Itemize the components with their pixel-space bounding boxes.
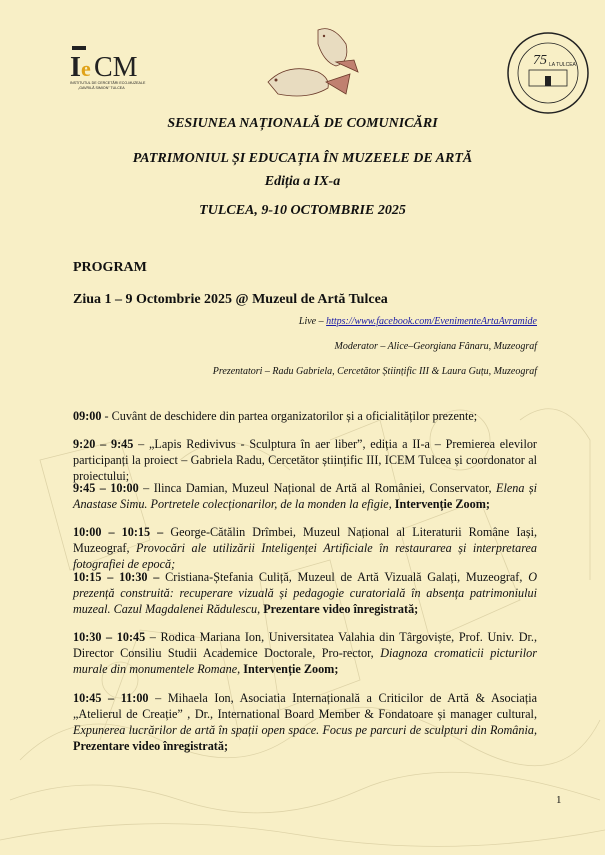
svg-text:75: 75	[533, 53, 547, 68]
presentation-format: Intervenție Zoom;	[394, 497, 490, 511]
icem-logo	[68, 42, 158, 92]
svg-text:I: I	[70, 52, 81, 83]
schedule-item: 10:15 – 10:30 – Cristiana-Ștefania Culiță, Muzeul de Artă Vizuală Galați, Muzeograf, O prezență construită: recuperare vizuală și pedagogie curatorială în absența patrimoniului muzeal. Cazul Magdalenei Rădulescu, Prezentare video înregistrată;	[73, 570, 538, 616]
presentation-format: Intervenție Zoom;	[243, 662, 339, 676]
schedule-item	[73, 690, 537, 754]
schedule-text: Rodica Mariana Ion, Universitatea Valahia din Târgoviște, Prof. Univ. Dr., Director Consiliu Studii Academice Doctorale, Pro-rector,	[73, 630, 537, 660]
schedule-text: Cuvânt de deschidere din partea organizatorilor și a oficialităților prezente;	[111, 409, 478, 423]
svg-text:CM: CM	[94, 52, 138, 83]
schedule-time: 10:15 – 10:30 –	[73, 570, 160, 584]
presentation-title: Expunerea lucrărilor de artă în spații open space. Focus pe parcuri de sculpturi din România,	[73, 723, 537, 737]
schedule-text: Cristiana-Ștefania Culiță, Muzeul de Artă Vizuală Galați, Muzeograf,	[165, 570, 529, 584]
schedule-time: 09:00	[73, 409, 102, 423]
presentation-title: O prezență construită: recuperare vizuală și pedagogie curatorială în absența patrimoniului muzeal. Cazul Magdalenei Rădulescu	[73, 570, 538, 616]
separator: -	[101, 409, 112, 423]
schedule-text: Mihaela Ion, Asociatia Internațională a Criticilor de Artă & Asociația „Atelierul de Creație” , Dr., International Board Member & Fondatoare și manager cultural,	[73, 691, 538, 721]
presentation-title: Diagnoza cromaticii picturilor murale din monumentele Romane	[73, 646, 537, 676]
day-title: Ziua 1 – 9 Octombrie 2025 @ Muzeul de Artă Tulcea	[73, 292, 388, 307]
svg-text:„GAVRILĂ SIMION” TULCEA: „GAVRILĂ SIMION” TULCEA	[78, 86, 125, 90]
separator: –	[148, 691, 168, 705]
schedule-text: „Lapis Redivivus - Sculptura în aer liber”, ediția a II-a – Premierea elevilor participanți la proiect – Gabriela Radu, Cercetător științific III, ICEM Tulcea și coordonator al proiectului;	[73, 437, 537, 483]
schedule-time: 10:00 – 10:15 –	[73, 525, 164, 539]
presentation-format: Prezentare video înregistrată;	[73, 739, 229, 753]
session-title: SESIUNEA NAȚIONALĂ DE COMUNICĂRI	[167, 116, 438, 131]
schedule-text: Ilinca Damian, Muzeul Național de Artă al României, Conservator,	[153, 481, 496, 495]
presentation-format: Prezentare video înregistrată;	[263, 602, 419, 616]
presentation-title: Provocări ale utilizării Inteligenței Artificiale în restaurarea și interpretarea fotografiei de epocă;	[73, 541, 537, 571]
live-link[interactable]: https://www.facebook.com/EvenimenteArtaAvramide	[326, 316, 537, 327]
svg-text:e: e	[81, 56, 91, 81]
schedule-item: 10:30 – 10:45 – Rodica Mariana Ion, Universitatea Valahia din Târgoviște, Prof. Univ. Dr., Director Consiliu Studii Academice Doctorale, Pro-rector, Diagnoza cromaticii picturilor murale din monumentele Romane, Intervenție Zoom;	[73, 630, 537, 676]
presenters-line: Prezentatori – Radu Gabriela, Cercetător Științific III & Laura Guțu, Muzeograf	[212, 366, 537, 377]
page-number: 1	[556, 794, 562, 806]
fish-illustration	[258, 22, 376, 112]
schedule-time: 10:30 – 10:45	[73, 630, 146, 644]
place-date-title: TULCEA, 9-10 OCTOMBRIE 2025	[199, 203, 406, 218]
theme-title: PATRIMONIUL ȘI EDUCAȚIA ÎN MUZEELE DE ARTĂ	[132, 151, 473, 166]
live-line	[299, 316, 537, 327]
edition-title: Ediția a IX-a	[264, 174, 341, 189]
svg-text:LA TULCEA: LA TULCEA	[549, 62, 576, 68]
svg-text:INSTITUTUL DE CERCETĂRI ECO-MU: INSTITUTUL DE CERCETĂRI ECO-MUZEALE	[70, 81, 146, 85]
schedule-time: 10:45 – 11:00	[73, 691, 149, 705]
schedule-item	[73, 408, 537, 424]
presentation-title: Elena și Anastase Simu. Portretele colecționarilor, de la monden la efigie	[73, 481, 537, 511]
moderator-line: Moderator – Alice–Georgiana Fânaru, Muzeograf	[334, 341, 537, 352]
separator: –	[138, 481, 154, 495]
schedule-item	[73, 524, 537, 572]
schedule-time: 9:20 – 9:45	[73, 437, 134, 451]
program-heading: PROGRAM	[73, 260, 147, 275]
separator: –	[145, 630, 161, 644]
schedule-item: 9:45 – 10:00 – Ilinca Damian, Muzeul Național de Artă al României, Conservator, Elena și Anastase Simu. Portretele colecționarilor, de la monden la efigie, Intervenție Zoom;	[73, 481, 537, 511]
schedule-item	[73, 436, 537, 484]
anniversary-seal	[505, 30, 591, 116]
separator: –	[133, 437, 149, 451]
live-label: Live –	[298, 316, 327, 327]
schedule-time: 9:45 – 10:00	[73, 481, 139, 495]
schedule-text: George-Cătălin Drîmbei, Muzeul Național al Literaturii Române Iași, Muzeograf,	[73, 525, 537, 555]
